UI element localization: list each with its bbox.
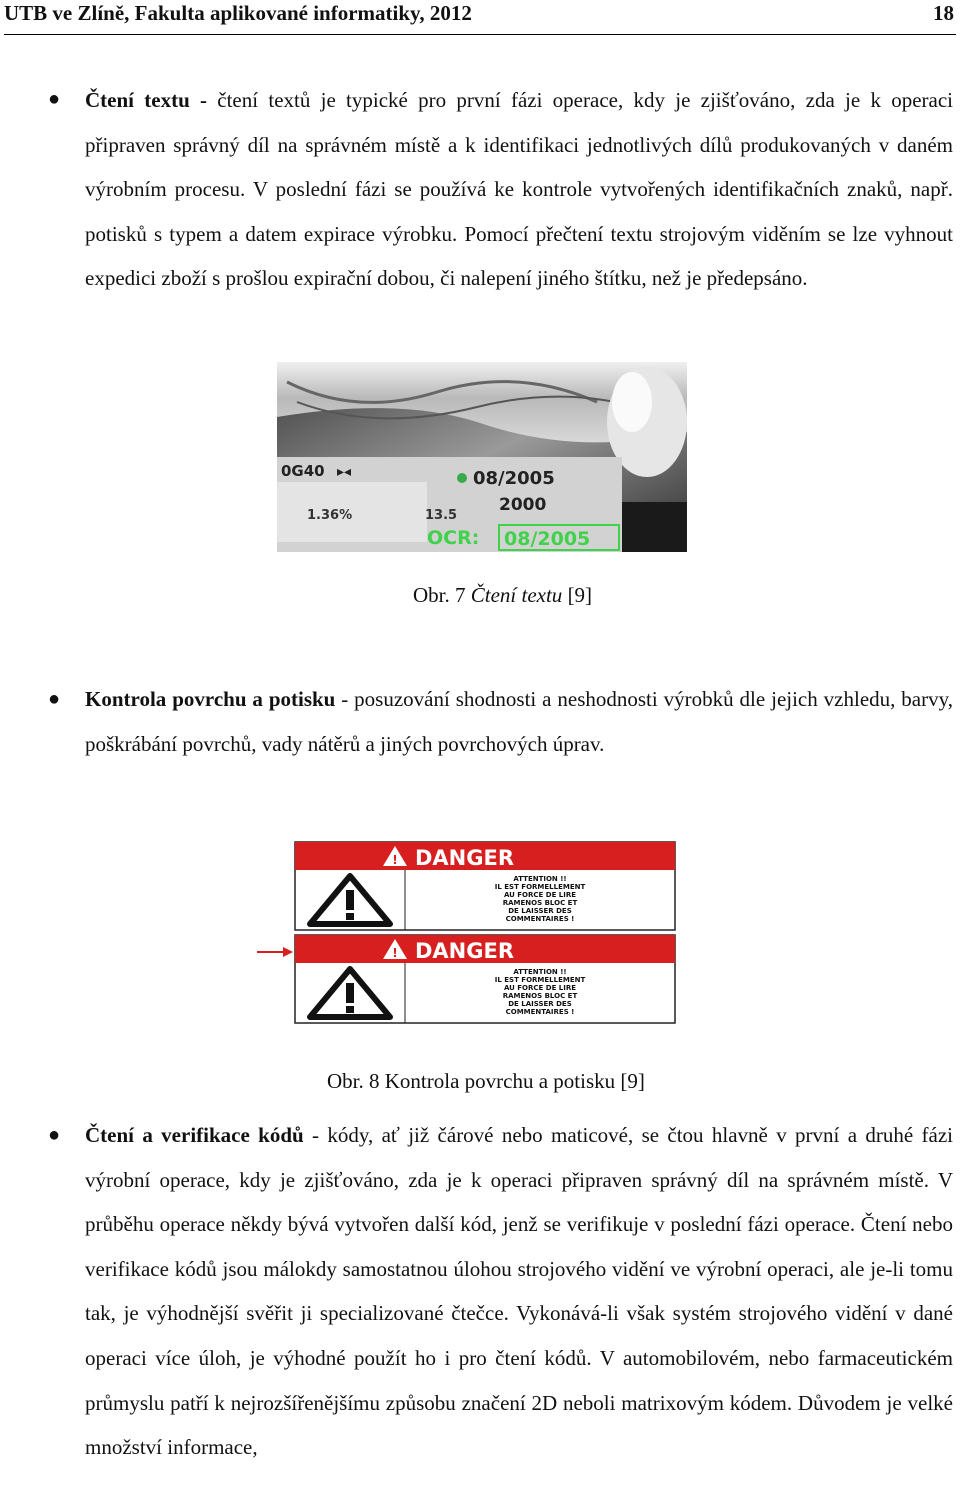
term-code-reading: Čtení a verifikace kódů bbox=[85, 1123, 304, 1147]
paragraph-surface-inspection bbox=[85, 677, 953, 766]
defect-arrow-icon bbox=[257, 947, 293, 957]
svg-text:DE LAISSER DES: DE LAISSER DES bbox=[508, 907, 572, 915]
svg-text:▸◂: ▸◂ bbox=[337, 465, 352, 480]
header-title: UTB ve Zlíně, Fakulta aplikované informatiky, 2012 bbox=[4, 1, 472, 25]
page-number: 18 bbox=[933, 1, 954, 25]
term-surface-inspection: Kontrola povrchu a potisku bbox=[85, 687, 336, 711]
figure-danger-labels bbox=[255, 840, 695, 1030]
ocr-number-print: 2000 bbox=[499, 495, 547, 515]
svg-text:ATTENTION !!: ATTENTION !! bbox=[513, 875, 567, 883]
code-reading-body: - kódy, ať již čárové nebo maticové, se čtou hlavně v první a druhé fázi výrobní operace, kdy je zjišťováno, zda je k operaci připraven správný díl na správném místě. V průběhu operace někdy bývá vytvořen další kód, jenž se verifikuje v poslední fázi operace. Čtení nebo verifikace kódů jsou málokdy samostatnou úlohou strojového vidění ve výrobní operaci, ale je-li tomu tak, je výhodnější svěřit ji specializované čtečce. Vykonává-li však systém strojového vidění v dané operaci více úloh, je výhodné použít ho i pro čtení kódů. V automobilovém, nebo farmaceutickém průmyslu patří k nejrozšířenějšímu způsobu značení 2D neboli matrixovým kódem. Důvodem je velké množství informace, bbox=[85, 1123, 954, 1460]
svg-text:DE LAISSER DES: DE LAISSER DES bbox=[508, 1000, 572, 1008]
svg-text:COMMENTAIRES !: COMMENTAIRES ! bbox=[505, 915, 575, 923]
figure7-caption: Obr. 7 Čtení textu [9] bbox=[413, 583, 593, 607]
ocr-result-label: OCR: bbox=[427, 527, 480, 549]
page-header bbox=[4, 0, 956, 35]
ocr-label-part: 0G40 bbox=[281, 462, 325, 480]
svg-text:IL EST FORMELLEMENT: IL EST FORMELLEMENT bbox=[494, 883, 586, 891]
paragraph-text-reading bbox=[85, 78, 953, 301]
bullet-icon: ● bbox=[48, 1124, 61, 1146]
figure8-caption: Obr. 8 Kontrola povrchu a potisku [9] bbox=[327, 1069, 645, 1093]
ocr-photo-image bbox=[277, 362, 687, 552]
danger-title: DANGER bbox=[415, 939, 515, 963]
danger-title: DANGER bbox=[415, 846, 515, 870]
danger-labels-image bbox=[255, 840, 695, 1030]
paragraph-code-reading bbox=[85, 1113, 953, 1470]
ocr-value-print: 13.5 bbox=[425, 508, 458, 523]
svg-text:AU FORCE DE LIRE: AU FORCE DE LIRE bbox=[503, 984, 577, 992]
ocr-result-value: 08/2005 bbox=[504, 528, 591, 550]
svg-text:ATTENTION !!: ATTENTION !! bbox=[513, 968, 567, 976]
svg-text:COMMENTAIRES !: COMMENTAIRES ! bbox=[505, 1008, 575, 1016]
bullet-icon: ● bbox=[48, 688, 61, 710]
ocr-percent-print: 1.36% bbox=[307, 508, 353, 523]
text-reading-body: čtení textů je typické pro první fázi operace, kdy je zjišťováno, zda je k operaci připraven správný díl na správném místě a k identifikaci jednotlivých dílů produkovaných v daném výrobním procesu. V poslední fázi se používá ke kontrole vytvořených identifikačních znaků, např. potisků s typem a datem expirace výrobku. Pomocí přečtení textu strojovým viděním se lze vyhnout expedici zboží s prošlou expirační dobou, či nalepení jiného štítku, než je předepsáno. bbox=[85, 88, 954, 291]
svg-text:!: ! bbox=[392, 853, 398, 867]
surface-inspection-body: - posuzování shodnosti a neshodnosti výrobků dle jejich vzhledu, barvy, poškrábání povrchů, vady nátěrů a jiných povrchových úprav. bbox=[85, 687, 954, 756]
svg-text:RAMENOS BLOC ET: RAMENOS BLOC ET bbox=[502, 992, 578, 1000]
svg-text:AU FORCE DE LIRE: AU FORCE DE LIRE bbox=[503, 891, 577, 899]
figure-ocr-photo bbox=[277, 362, 687, 552]
svg-text:!: ! bbox=[392, 946, 398, 960]
ocr-date-print: 08/2005 bbox=[473, 468, 555, 489]
term-text-reading: Čtení textu - bbox=[85, 88, 208, 112]
svg-text:IL EST FORMELLEMENT: IL EST FORMELLEMENT bbox=[494, 976, 586, 984]
svg-text:RAMENOS BLOC ET: RAMENOS BLOC ET bbox=[502, 899, 578, 907]
bullet-icon: ● bbox=[48, 88, 61, 110]
